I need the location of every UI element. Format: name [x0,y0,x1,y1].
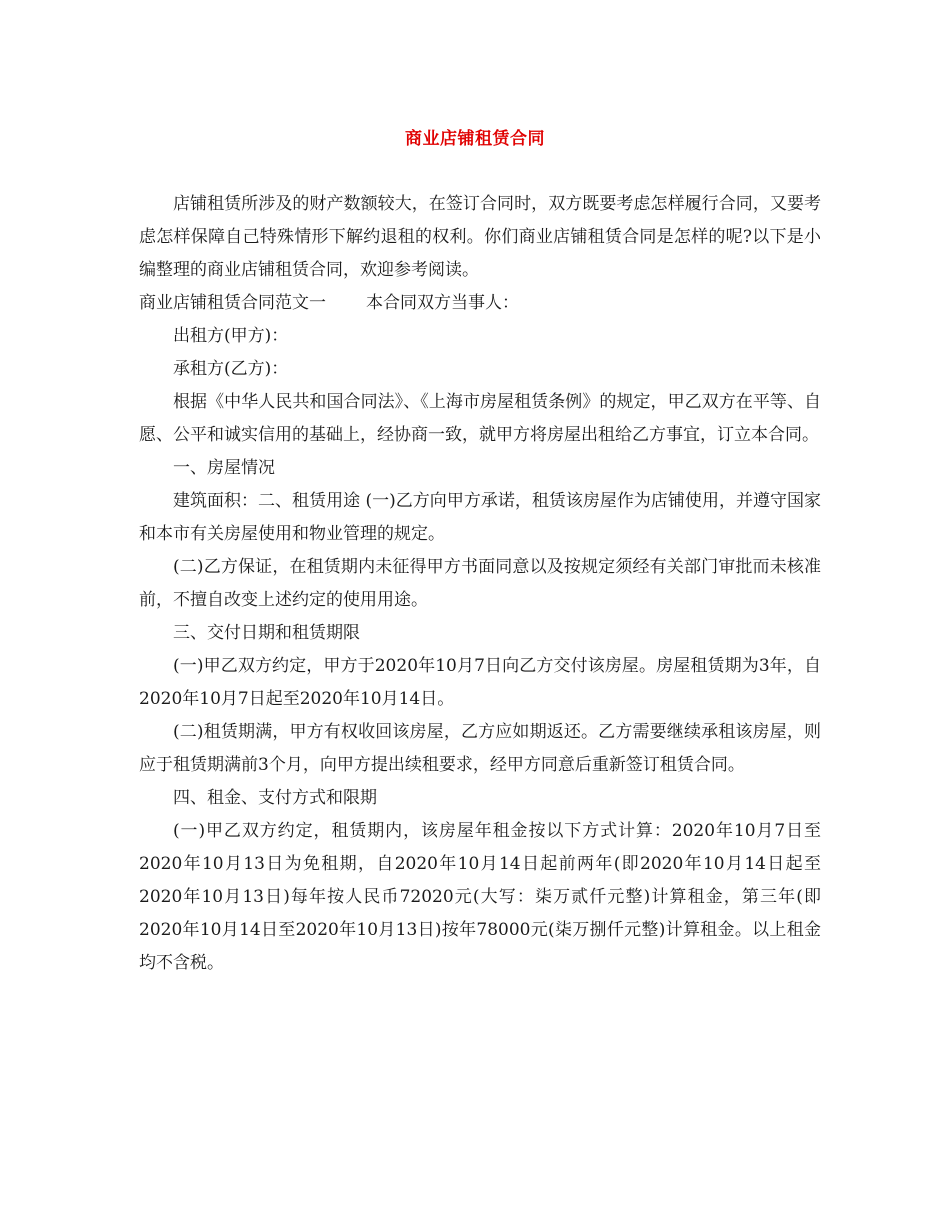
document-body [139,188,821,980]
basis-paragraph: 根据《中华人民共和国合同法》、《上海市房屋租赁条例》的规定，甲乙双方在平等、自愿、公平和诚实信用的基础上，经协商一致，就甲方将房屋出租给乙方事宜，订立本合同。 [139,392,821,445]
section-1-text: 建筑面积：二、租赁用途 (一)乙方向甲方承诺，租赁该房屋作为店铺使用，并遵守国家和本市有关房屋使用和物业管理的规定。 [139,491,821,544]
sample-heading-line [139,287,821,320]
section-2-item-2: (二)乙方保证，在租赁期内未征得甲方书面同意以及按规定须经有关部门审批而未核准前，不擅自改变上述约定的使用用途。 [139,557,821,610]
section-heading-1: 一、房屋情况 [173,458,275,478]
intro-paragraph: 店铺租赁所涉及的财产数额较大，在签订合同时，双方既要考虑怎样履行合同，又要考虑怎样保障自己特殊情形下解约退租的权利。你们商业店铺租赁合同是怎样的呢?以下是小编整理的商业店铺租赁合同，欢迎参考阅读。 [139,194,821,280]
section-3-item-1: (一)甲乙双方约定，甲方于2020年10月7日向乙方交付该房屋。房屋租赁期为3年，自2020年10月7日起至2020年10月14日。 [139,656,821,709]
document-title: 商业店铺租赁合同 [405,129,545,149]
sample-heading: 商业店铺租赁合同范文一 [139,293,326,313]
parties-intro: 本合同双方当事人： [366,293,519,313]
section-heading-3: 三、交付日期和租赁期限 [173,623,360,643]
lessor-line: 出租方(甲方)： [173,326,289,346]
section-heading-4: 四、租金、支付方式和限期 [173,788,377,808]
section-4-item-1: (一)甲乙双方约定，租赁期内，该房屋年租金按以下方式计算：2020年10月7日至2020年10月13日为免租期，自2020年10月14日起前两年(即2020年10月14日起至2020年10月13日)每年按人民币72020元(大写：柒万贰仟元整)计算租金，第三年(即2020年10月14日至2020年10月13日)按年78000元(柒万捌仟元整)计算租金。以上租金均不含税。 [139,821,821,973]
section-3-item-2: (二)租赁期满，甲方有权收回该房屋，乙方应如期返还。乙方需要继续承租该房屋，则应于租赁期满前3个月，向甲方提出续租要求，经甲方同意后重新签订租赁合同。 [139,722,821,775]
lessee-line: 承租方(乙方)： [173,359,289,379]
